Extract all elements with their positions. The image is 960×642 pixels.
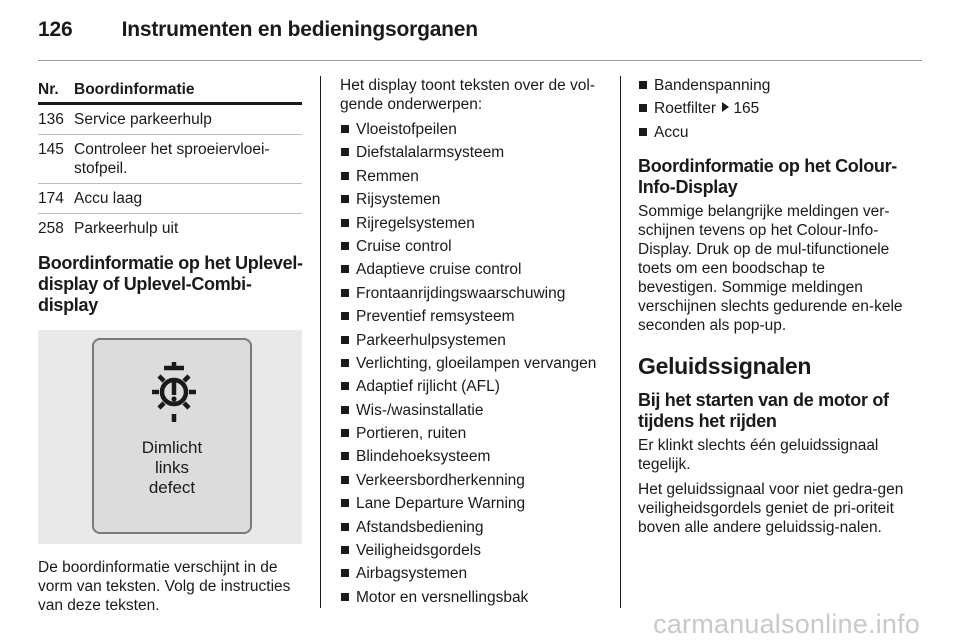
display-message-line: Dimlicht [141,438,203,457]
list-item: Bandenspanning [638,76,904,95]
list-item: Verlichting, gloeilampen vervangen [340,354,606,373]
list-item: Adaptieve cruise control [340,260,606,279]
uplevel-display-heading: Boordinformatie op het Uplevel-display of Uplevel-Combi-display [38,253,303,315]
page-header [38,18,478,42]
display-message [94,438,250,498]
warning-lamp-icon [146,354,202,426]
table-row [38,135,302,184]
list-item: Wis-/wasinstallatie [340,401,606,420]
table-cell-nr: 258 [38,220,64,237]
table-cell-text: Service parkeerhulp [74,104,302,135]
list-item [638,99,904,118]
list-item: Airbagsystemen [340,564,606,583]
info-paragraph: De boordinformatie verschijnt in de vorm van teksten. Volg de instructies van deze teksten. [38,559,291,614]
watermark: carmanualsonline.info [653,609,920,639]
page-number: 126 [38,18,73,41]
list-item-label: Roetfilter [654,100,717,118]
table-row [38,104,302,135]
list-item: Motor en versnellingsbak [340,588,606,607]
display-illustration [38,330,302,544]
list-item: Adaptief rijlicht (AFL) [340,377,606,396]
list-item: Frontaanrijdingswaarschuwing [340,284,606,303]
signal-paragraph: Er klinkt slechts één geluidssignaal tegelijk. [638,436,879,473]
list-item: Parkeerhulpsystemen [340,331,606,350]
display-message-line: links [154,458,189,477]
page-reference-arrow-icon [722,102,729,112]
list-item: Lane Departure Warning [340,494,606,513]
display-message-line: defect [148,478,196,497]
table-cell-text: Parkeerhulp uit [74,220,179,237]
table-row [38,184,302,214]
list-item: Remmen [340,167,606,186]
page-reference[interactable]: 165 [733,100,760,118]
column-divider [320,76,321,608]
table-cell-text: Controleer het sproeiervloei-stofpeil. [74,135,302,184]
list-item: Vloeistofpeilen [340,120,606,139]
list-item: Verkeersbordherkenning [340,471,606,490]
table-header-info: Boordinformatie [74,76,302,104]
topics-list-continued [638,76,904,142]
table-cell-nr: 145 [38,135,74,184]
list-item: Blindehoeksysteem [340,447,606,466]
section-title: Geluidssignalen [638,352,812,379]
list-item: Portieren, ruiten [340,424,606,443]
list-item: Cruise control [340,237,606,256]
list-item: Accu [638,123,904,142]
info-table [38,76,302,243]
column-left [38,76,304,621]
colour-info-heading: Boordinformatie op het Colour-Info-Display [638,155,897,197]
page-title: Instrumenten en bedieningsorganen [121,18,478,41]
table-cell-nr: 136 [38,104,74,135]
column-middle [340,76,606,611]
column-divider [620,76,621,608]
table-header-row [38,76,302,104]
list-item: Afstandsbediening [340,518,606,537]
colour-info-paragraph: Sommige belangrijke meldingen ver-schijnen tevens op het Colour-Info-Display. Druk op de mul-tifunctionele toets om een boodschap te bevestigen. Sommige meldingen verschijnen slechts gedurende en-kele seconden als pop-up. [638,202,903,334]
table-row [38,214,302,244]
topics-intro: Het display toont teksten over de vol-gende onderwerpen: [340,77,596,113]
engine-start-heading: Bij het starten van de motor of tijdens het rijden [638,389,889,431]
list-item: Preventief remsysteem [340,307,606,326]
display-screen [92,338,252,534]
topics-list [340,120,606,607]
header-divider [38,60,922,61]
table-cell-nr: 174 [38,184,74,214]
list-item: Rijregelsystemen [340,214,606,233]
table-cell-text: Accu laag [74,184,302,214]
list-item: Diefstalalarmsysteem [340,143,606,162]
column-right [638,76,904,543]
seatbelt-paragraph: Het geluidssignaal voor niet gedra-gen veiligheidsgordels geniet de pri-oriteit boven alle andere geluidssig-nalen. [638,480,904,536]
list-item: Veiligheidsgordels [340,541,606,560]
list-item: Rijsystemen [340,190,606,209]
table-header-nr: Nr. [38,76,74,104]
